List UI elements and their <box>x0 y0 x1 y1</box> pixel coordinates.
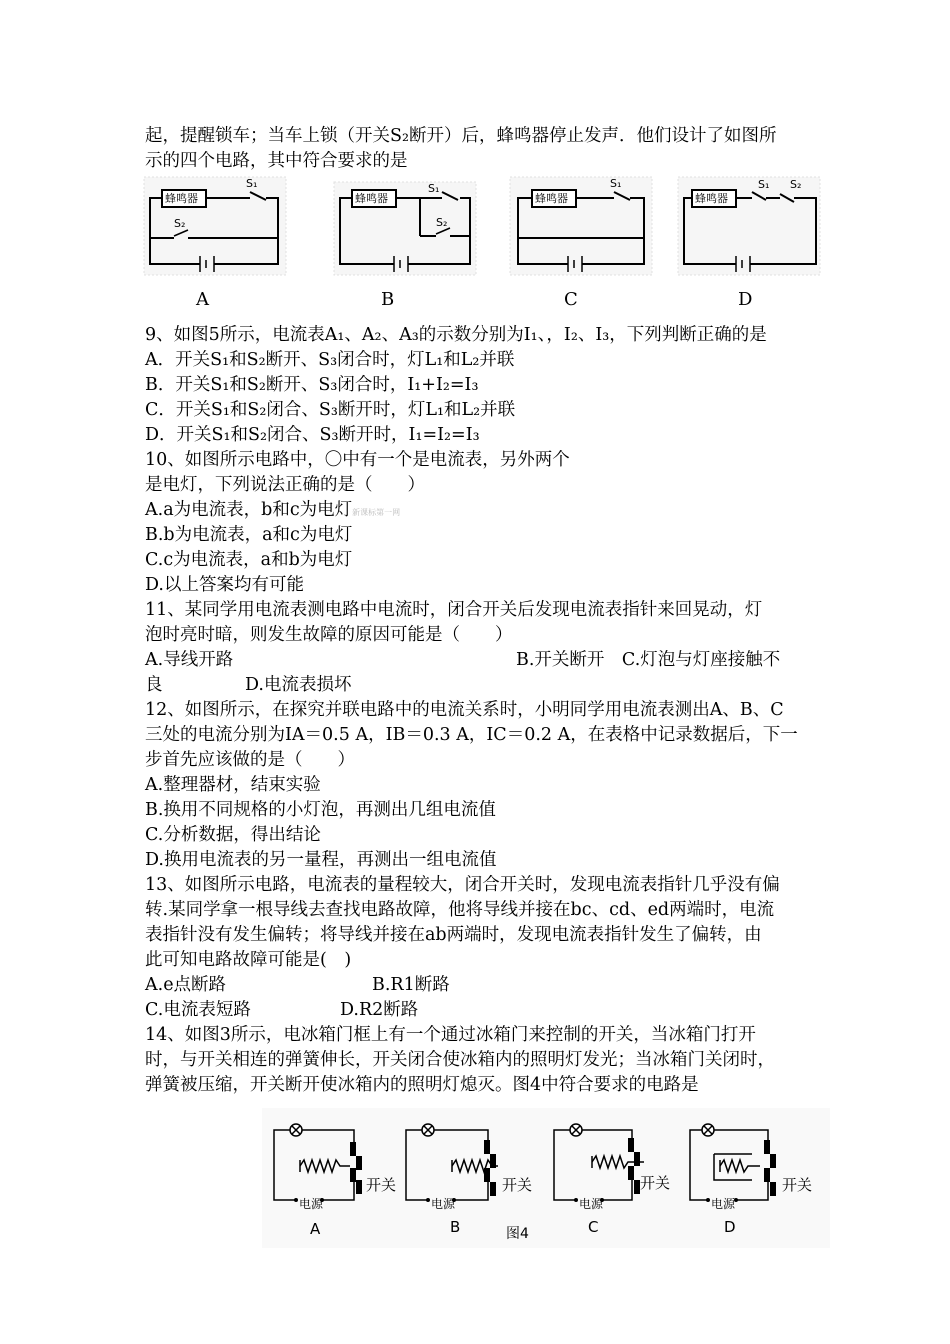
option-13a: A.e点断路 <box>145 975 227 995</box>
figure-label-d: D <box>724 1218 736 1236</box>
question-13: 13、如图所示电路，电流表的量程较大，闭合开关时，发现电流表指针几乎没有偏 <box>145 875 780 895</box>
figure-label-c: C <box>588 1218 599 1236</box>
option-10a-text: A.a为电流表，b和c为电灯 <box>145 500 353 520</box>
switch-s1-label: S₁ <box>758 178 770 191</box>
question-12: 12、如图所示，在探究并联电路中的电流关系时，小明同学用电流表测出A、B、C <box>145 700 784 720</box>
power-label: 电源 <box>431 1197 456 1211</box>
question-10-cont: 是电灯，下列说法正确的是（ ） <box>145 475 425 495</box>
question-11-cont: 泡时亮时暗，则发生故障的原因可能是（ ） <box>145 625 513 645</box>
option-13c: C.电流表短路 <box>145 1000 251 1020</box>
option-11d: D.电流表损坏 <box>245 675 352 695</box>
switch-s1-label: S₁ <box>428 182 440 195</box>
option-10c: C.c为电流表，a和b为电灯 <box>145 550 353 570</box>
switch-label: 开关 <box>782 1176 813 1194</box>
text-line: 示的四个电路，其中符合要求的是 <box>145 151 408 171</box>
switch-label: 开关 <box>366 1176 397 1194</box>
switch-s2-label: S₂ <box>790 178 802 191</box>
option-12c: C.分析数据，得出结论 <box>145 825 321 845</box>
figure-label-c: C <box>564 289 578 310</box>
question-13-cont: 此可知电路故障可能是( ) <box>145 950 352 970</box>
switch-s2-label: S₂ <box>174 217 186 230</box>
figure-caption: 图4 <box>506 1226 529 1242</box>
power-label: 电源 <box>299 1197 324 1211</box>
option-9d: D．开关S₁和S₂闭合、S₃断开时，I₁=I₂=I₃ <box>145 425 480 445</box>
switch-s1-label: S₁ <box>246 177 258 190</box>
buzzer-label: 蜂鸣器 <box>165 192 198 205</box>
question-13-cont: 转.某同学拿一根导线去查找电路故障，他将导线并接在bc、cd、ed两端时，电流 <box>145 900 775 920</box>
question-14-cont: 弹簧被压缩，开关断开使冰箱内的照明灯熄灭。图4中符合要求的电路是 <box>145 1075 699 1095</box>
switch-s2-label: S₂ <box>436 216 448 229</box>
option-13d: D.R2断路 <box>340 1000 419 1020</box>
power-label: 电源 <box>711 1197 736 1211</box>
figure-label-a: A <box>196 289 209 310</box>
question-12-cont: 三处的电流分别为IA＝0.5 A，IB＝0.3 A，IC＝0.2 A，在表格中记录数据后，下一 <box>145 725 798 745</box>
option-9a: A．开关S₁和S₂断开、S₃闭合时，灯L₁和L₂并联 <box>145 350 515 370</box>
watermark: 新课标第一网 <box>352 508 401 517</box>
buzzer-circuit-figure <box>140 172 830 282</box>
option-9c: C．开关S₁和S₂闭合、S₃断开时，灯L₁和L₂并联 <box>145 400 516 420</box>
figure-label-b: B <box>450 1218 461 1236</box>
option-11c-cont: 良 <box>145 675 163 695</box>
option-13b: B.R1断路 <box>372 975 450 995</box>
switch-s1-label: S₁ <box>610 177 622 190</box>
option-11a: A.导线开路 <box>145 650 234 670</box>
question-14: 14、如图3所示，电冰箱门框上有一个通过冰箱门来控制的开关，当冰箱门打开 <box>145 1025 756 1045</box>
question-9: 9、如图5所示，电流表A₁、A₂、A₃的示数分别为I₁、，I₂、I₃，下列判断正确的是 <box>145 325 767 345</box>
figure-label-d: D <box>738 289 753 310</box>
question-12-cont: 步首先应该做的是（ ） <box>145 750 355 770</box>
switch-label: 开关 <box>640 1174 671 1192</box>
option-11bc: B.开关断开 C.灯泡与灯座接触不 <box>516 650 781 670</box>
option-12b: B.换用不同规格的小灯泡，再测出几组电流值 <box>145 800 496 820</box>
question-10: 10、如图所示电路中，〇中有一个是电流表，另外两个 <box>145 450 570 470</box>
switch-label: 开关 <box>502 1176 533 1194</box>
option-12a: A.整理器材，结束实验 <box>145 775 321 795</box>
option-10b: B.b为电流表，a和c为电灯 <box>145 525 353 545</box>
option-9b: B．开关S₁和S₂断开、S₃闭合时，I₁+I₂=I₃ <box>145 375 479 395</box>
fridge-switch-figure <box>262 1108 830 1248</box>
option-10d: D.以上答案均有可能 <box>145 575 304 595</box>
buzzer-label: 蜂鸣器 <box>355 192 388 205</box>
power-label: 电源 <box>579 1197 604 1211</box>
question-11: 11、某同学用电流表测电路中电流时，闭合开关后发现电流表指针来回晃动，灯 <box>145 600 763 620</box>
figure-label-a: A <box>310 1220 321 1238</box>
figure-label-b: B <box>381 289 395 310</box>
question-13-cont: 表指针没有发生偏转；将导线并接在ab两端时，发现电流表指针发生了偏转，由 <box>145 925 762 945</box>
buzzer-label: 蜂鸣器 <box>695 192 728 205</box>
option-12d: D.换用电流表的另一量程，再测出一组电流值 <box>145 850 497 870</box>
option-10a <box>145 498 815 525</box>
text-line: 起，提醒锁车；当车上锁（开关S₂断开）后，蜂鸣器停止发声．他们设计了如图所 <box>145 126 777 146</box>
question-14-cont: 时，与开关相连的弹簧伸长，开关闭合使冰箱内的照明灯发光；当冰箱门关闭时， <box>145 1050 775 1070</box>
buzzer-label: 蜂鸣器 <box>535 192 568 205</box>
